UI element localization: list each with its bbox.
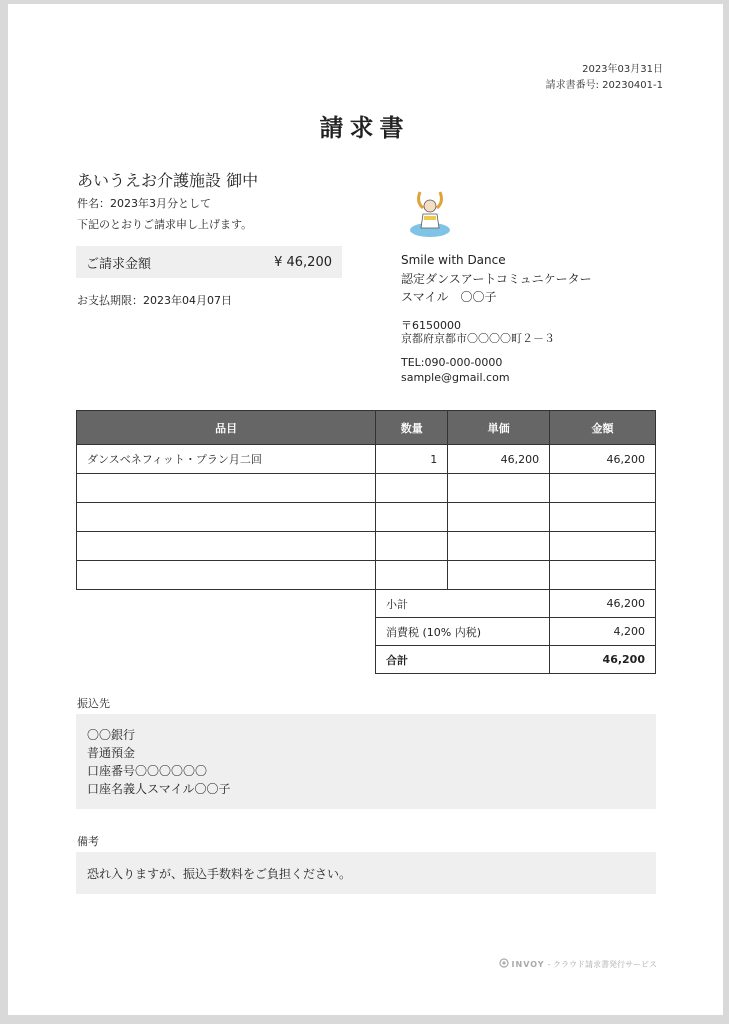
billing-amount-value: ¥ 46,200	[274, 254, 332, 270]
invoice-date: 2023年03月31日	[582, 64, 663, 75]
issuer-tel: TEL:090-000-0000	[401, 356, 503, 369]
bank-section-label: 振込先	[77, 697, 110, 710]
table-row	[77, 532, 656, 561]
item-quantity	[376, 474, 448, 503]
item-quantity	[376, 503, 448, 532]
subtotal-row	[376, 590, 656, 618]
item-name	[77, 474, 376, 503]
totals-table	[375, 589, 656, 674]
header-amount: 金額	[550, 411, 656, 445]
item-unit-price	[448, 532, 550, 561]
total-row	[376, 646, 656, 674]
total-value: 46,200	[550, 646, 656, 674]
footer-brand: INVOY	[511, 959, 545, 969]
item-amount	[550, 474, 656, 503]
payment-due: お支払期限：2023年04月07日	[77, 294, 232, 307]
remarks-section-label: 備考	[77, 835, 99, 848]
client-name: あいうえお介護施設 御中	[77, 171, 259, 190]
invoice-number: 請求書番号: 20230401-1	[545, 80, 663, 91]
subtotal-label: 小計	[376, 590, 550, 618]
dancer-logo-icon	[406, 184, 454, 240]
issuer-person: スマイル 〇〇子	[401, 290, 497, 304]
item-amount	[550, 503, 656, 532]
item-unit-price	[448, 474, 550, 503]
item-unit-price	[448, 503, 550, 532]
item-name: ダンスベネフィット・プラン月二回	[77, 445, 376, 474]
invoy-logo-icon	[499, 958, 509, 970]
bank-line: 口座番号〇〇〇〇〇〇	[87, 764, 208, 778]
item-amount	[550, 532, 656, 561]
tax-value: 4,200	[550, 618, 656, 646]
table-header-row	[77, 411, 656, 445]
item-quantity	[376, 561, 448, 590]
item-amount: 46,200	[550, 445, 656, 474]
subtotal-value: 46,200	[550, 590, 656, 618]
issuer-postal: 〒6150000	[401, 319, 461, 332]
table-row	[77, 445, 656, 474]
item-unit-price: 46,200	[448, 445, 550, 474]
items-table	[76, 410, 656, 590]
table-row	[77, 561, 656, 590]
item-quantity: 1	[376, 445, 448, 474]
bank-line: 〇〇銀行	[87, 728, 136, 742]
table-row	[77, 503, 656, 532]
issuer-email: sample@gmail.com	[401, 371, 510, 384]
header-unit-price: 単価	[448, 411, 550, 445]
remarks-text: 恐れ入りますが、振込手数料をご負担ください。	[87, 866, 352, 881]
item-amount	[550, 561, 656, 590]
total-label: 合計	[376, 646, 550, 674]
item-name	[77, 532, 376, 561]
billing-amount-box	[76, 246, 342, 278]
issuer-address: 京都府京都市〇〇〇〇町２－３	[401, 332, 555, 345]
bank-line: 口座名義人スマイル〇〇子	[87, 782, 231, 796]
footer-text: - クラウド請求書発行サービス	[547, 959, 657, 969]
table-row	[77, 474, 656, 503]
bank-line: 普通預金	[87, 746, 136, 760]
header-item: 品目	[77, 411, 376, 445]
bank-info-box	[76, 714, 656, 809]
tax-label: 消費税 (10% 内税)	[376, 618, 550, 646]
item-unit-price	[448, 561, 550, 590]
item-name	[77, 503, 376, 532]
issuer-title: 認定ダンスアートコミュニケーター	[401, 272, 592, 286]
item-quantity	[376, 532, 448, 561]
subject-line: 件名：2023年3月分として	[77, 197, 211, 210]
remarks-box	[76, 852, 656, 894]
item-name	[77, 561, 376, 590]
footer-branding	[499, 958, 657, 970]
page-title: 請求書	[319, 114, 410, 142]
billing-amount-label: ご請求金額	[86, 256, 152, 272]
tax-row	[376, 618, 656, 646]
header-quantity: 数量	[376, 411, 448, 445]
issuer-name: Smile with Dance	[401, 253, 506, 267]
request-note: 下記のとおりご請求申し上げます。	[77, 218, 253, 231]
